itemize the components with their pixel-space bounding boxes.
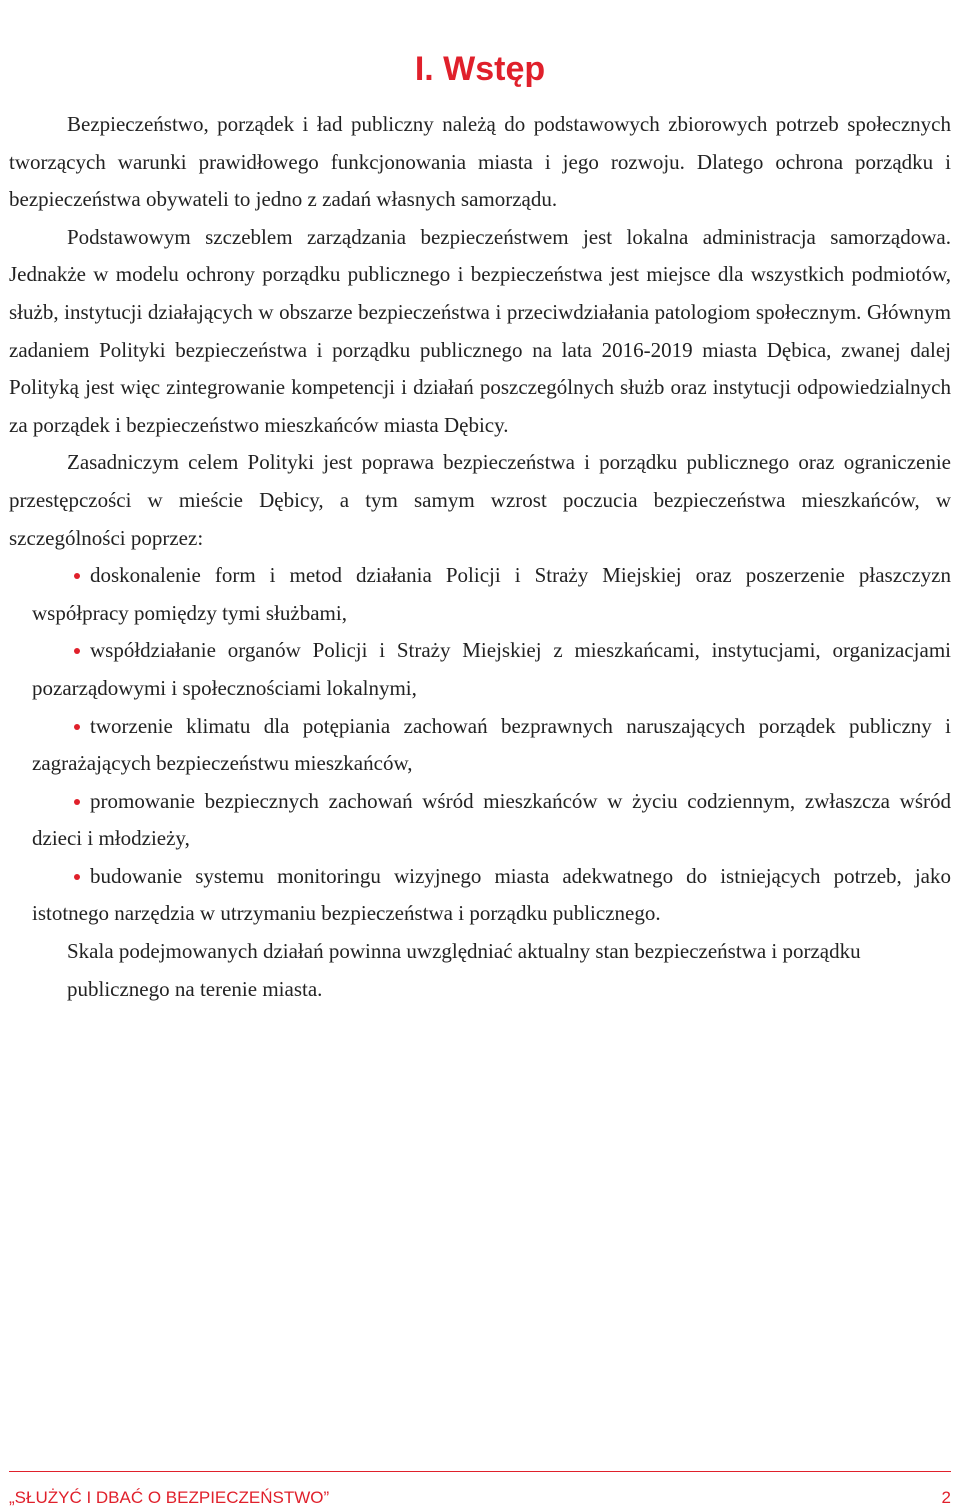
list-item [32, 632, 951, 707]
list-item [32, 783, 951, 858]
footer-divider [9, 1471, 951, 1472]
page-title: I. Wstęp [414, 50, 546, 88]
list-item [32, 858, 951, 933]
list-item [32, 708, 951, 783]
page-number: 2 [941, 1488, 951, 1507]
goals-list [9, 557, 951, 933]
list-item-text: doskonalenie form i metod działania Policji i Straży Miejskiej oraz poszerzenie płaszczyzn współpracy pomiędzy tymi służbami, [32, 563, 951, 625]
paragraph-intro: Bezpieczeństwo, porządek i ład publiczny należą do podstawowych zbiorowych potrzeb społecznych tworzących warunki prawidłowego funkcjonowania miasta i jego rozwoju. Dlatego ochrona porządku i bezpieczeństwa obywateli to jedno z zadań własnych samorządu. [9, 112, 951, 212]
list-item-text: budowanie systemu monitoringu wizyjnego miasta adekwatnego do istniejących potrzeb, jako istotnego narzędzia w utrzymaniu bezpieczeństwa i porządku publicznego. [32, 863, 951, 926]
footer-slogan: „SŁUŻYĆ I DBAĆ O BEZPIECZEŃSTWO” [9, 1488, 330, 1507]
list-item-text: promowanie bezpiecznych zachowań wśród mieszkańców w życiu codziennym, zwłaszcza wśród dzieci i młodzieży, [32, 788, 951, 851]
list-item-text: tworzenie klimatu dla potępiania zachowań bezprawnych naruszających porządek publiczny i zagrażających bezpieczeństwu mieszkańców, [32, 713, 951, 776]
bullet-icon [74, 799, 80, 805]
paragraph-administration: Podstawowym szczeblem zarządzania bezpieczeństwem jest lokalna administracja samorządowa. Jednakże w modelu ochrony porządku publicznego i bezpieczeństwa jest miejsce dla wszystkich podmiotów, służb, instytucji działających w obszarze bezpieczeństwa i przeciwdziałania patologiom społecznym. Głównym zadaniem Polityki bezpieczeństwa i porządku publicznego na lata 2016-2019 miasta Dębica, zwanej dalej Polityką jest więc zintegrowanie kompetencji i działań poszczególnych służb oraz instytucji odpowiedzialnych za porządek i bezpieczeństwo mieszkańców miasta Dębicy. [9, 224, 951, 437]
bullet-icon [74, 874, 80, 880]
list-item-text: współdziałanie organów Policji i Straży Miejskiej z mieszkańcami, instytucjami, organizacjami pozarządowymi i społecznościami lokalnymi, [32, 638, 951, 700]
paragraph-closing: Skala podejmowanych działań powinna uwzględniać aktualny stan bezpieczeństwa i porządku publicznego na terenie miasta. [67, 939, 861, 1001]
bullet-icon [74, 573, 80, 579]
bullet-icon [74, 648, 80, 654]
document-body [9, 106, 951, 1008]
bullet-icon [74, 724, 80, 730]
paragraph-main-goal: Zasadniczym celem Polityki jest poprawa bezpieczeństwa i porządku publicznego oraz ograniczenie przestępczości w mieście Dębicy, a tym samym wzrost poczucia bezpieczeństwa mieszkańców, w szczególności poprzez: [9, 450, 951, 550]
list-item [32, 557, 951, 632]
